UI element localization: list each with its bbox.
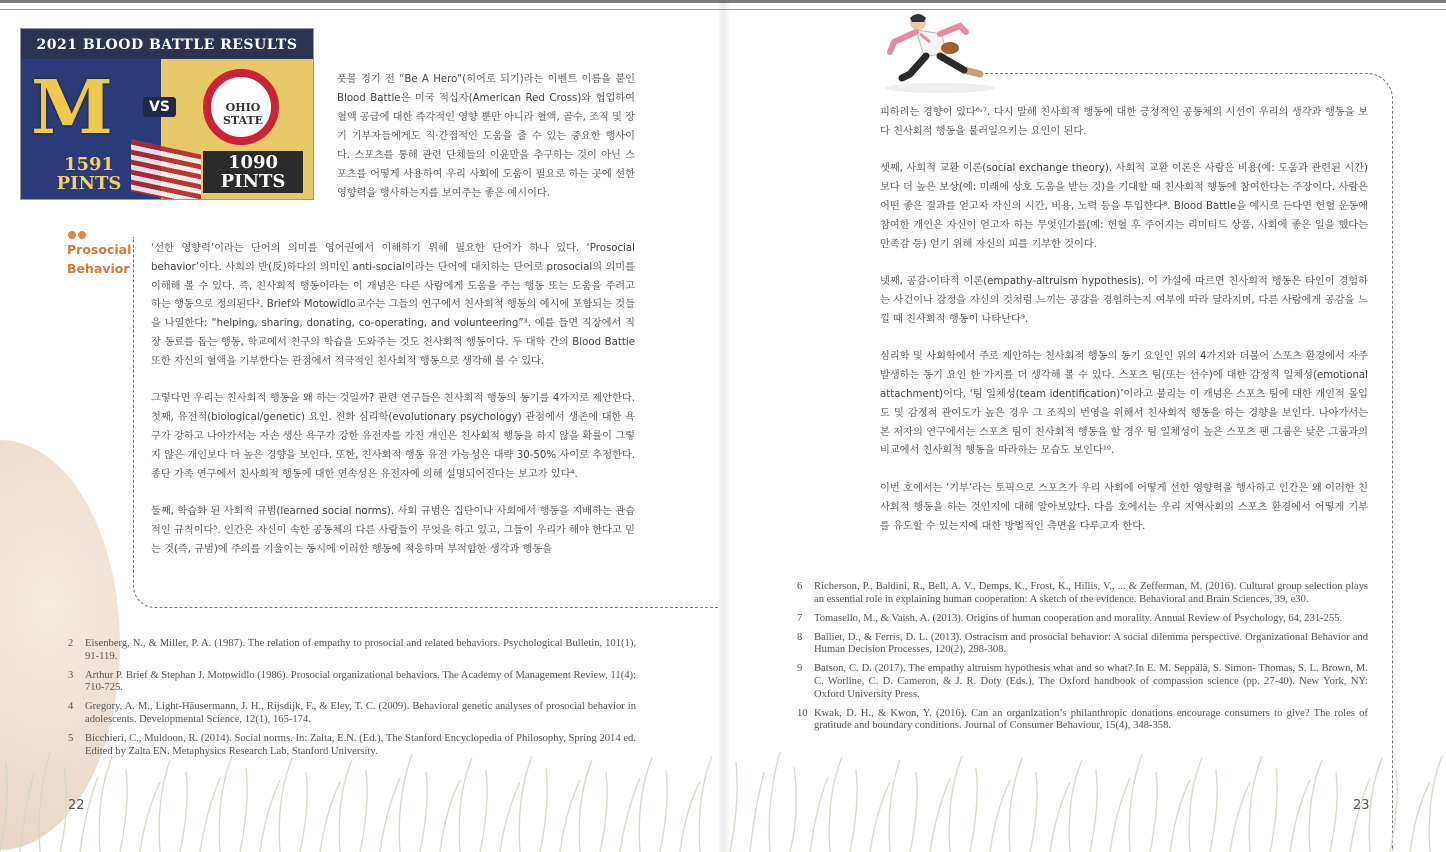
ohio-state-count: 1090 — [227, 152, 279, 173]
michigan-result — [39, 155, 139, 193]
body-paragraph: 넷째, 공감-이타적 이론(empathy-altruism hypothesis). 이 가설에 따르면 친사회적 행동은 타인이 경험하는 사건이나 감정을 자신의 것처럼 느끼는 공감을 경험하는지 여부에 따라 달라지며, 다른 사람에게 공감을 느낄 때 친사회적 행동이 나타난다⁹. — [880, 276, 1368, 325]
right-body-text — [880, 104, 1368, 555]
page-number-right: 23 — [1353, 798, 1370, 813]
section-heading-line1: Prosocial — [67, 242, 132, 257]
reference-item: 7 Tomasello, M., & Vaish, A. (2013). Origins of human cooperation and morality. Annual Review of Psychology, 64, 231-255. — [797, 612, 1343, 624]
reference-item: 3 Arthur P. Brief & Stephan J. Motowidlo (1986). Prosocial organizational behaviors. The Academy of Management Review, 11(4): 710-725. — [68, 669, 636, 694]
michigan-unit: PINTS — [56, 173, 122, 194]
michigan-count: 1591 — [63, 154, 115, 175]
reference-item: 2 Eisenberg, N., & Miller, P. A. (1987). The relation of empathy to prosocial and related behaviors. Psychological Bulletin, 101(1), 91-119. — [68, 638, 636, 662]
football-player-illustration — [880, 12, 1000, 94]
body-paragraph: 피하려는 경향이 있다⁶˒⁷. 다시 말해 친사회적 행동에 대한 긍정적인 공동체의 시선이 우리의 생각과 행동을 보다 친사회적 행동을 불러일으키는 요인이 된다. — [880, 107, 1368, 137]
reference-item: 10 Kwak, D. H., & Kwon, Y. (2016). Can an organization’s philanthropic donations encourage consumers to give? The roles of gratitude and boundary conditions. Journal of Consumer Behaviour, 15(4), 348-358. — [797, 707, 1368, 732]
section-heading-line2: Behavior — [67, 261, 130, 276]
reference-item: 8 Balliet, D., & Ferris, D. L. (2013). Ostracism and prosocial behavior: A social dilemma perspective. Organizational Behavior and Human Decision Processes, 120(2), 298-308. — [797, 631, 1368, 656]
body-paragraph: 그렇다면 우리는 친사회적 행동을 왜 하는 것일까? 관련 연구들은 친사회적 행동의 동기를 4가지로 제안한다. 첫째, 유전적(biological/genetic) 요인. 진화 심리학(evolutionary psychology) 관점에서 생존에 대한 욕구가 강하고 나아가서는 자손 생산 욕구가 강한 유전자를 가진 개인은 친사회적 행동을 하지 않을 확률이 그렇지 않은 개인보다 더 높은 경향을 보인다. 또한, 친사회적 행동 유전 가능성은 대략 30-50% 사이로 추정한다. 종단 가족 연구에서 친사회적 행동에 대한 연속성은 유전자에 의해 설명되어진다는 보고가 있다⁴. — [151, 393, 635, 480]
body-paragraph: 이번 호에서는 ‘기부’라는 토픽으로 스포츠가 우리 사회에 어떻게 선한 영향력을 행사하고 인간은 왜 이러한 친사회적 행동을 하는 것인지에 대해 알아보았다. 다음 호에서는 우리 지역사회의 스포츠 환경에서 어떻게 기부를 유도할 수 있는지에 대한 방법적인 측면을 다루고자 한다. — [880, 482, 1368, 532]
references-right — [797, 581, 1368, 739]
ohio-state-unit: PINTS — [220, 171, 286, 192]
ohio-state-logo-text: OHIO STATE — [222, 101, 264, 127]
blood-battle-photo — [20, 28, 314, 200]
section-heading — [67, 240, 131, 278]
ohio-state-result — [203, 151, 303, 193]
grass-decoration — [0, 742, 1446, 852]
body-paragraph: ‘선한 영향력’이라는 단어의 의미를 영어권에서 이해하기 위해 필요한 단어가 하나 있다. ‘Prosocial behavior’이다. 사회의 반(反)하다의 의미인 anti-social이라는 단어에 대치하는 단어로 prosocial의 의미를 이해해 볼 수 있다. 즉, 친사회적 행동이라는 이 개념은 다른 사람에게 도움을 주는 행동 또는 도움을 주려고 하는 행동으로 정의된다². Brief와 Motowidlo교수는 그들의 연구에서 친사회적 행동의 예시에 포함되는 것들을 나열한다: “helping, sharing, donating, co-operating, and volunteering”³. 예를 들면 직장에서 직장 동료를 돕는 행동, 학교에서 친구의 학습을 도와주는 것도 친사회적 행동이다. 두 대학 간의 Blood Battle 또한 자신의 혈액을 기부한다는 관점에서 적극적인 친사회적 행동으로 생각해 볼 수 있다. — [151, 243, 635, 367]
body-paragraph: 둘째, 학습화 된 사회적 규범(learned social norms). 사회 규범은 집단이나 사회에서 행동을 지배하는 관습적인 규칙이다⁵. 인간은 자신이 속한 공동체의 다른 사람들이 무엇을 하고 있고, 그들이 우리가 해야 한다고 믿는 것(즉, 규범)에 주의를 기울이는 동시에 이러한 행동에 적응하며 부적합한 생각과 행동을 — [151, 506, 635, 555]
photo-banner: 2021 BLOOD BATTLE RESULTS — [21, 29, 313, 59]
left-body-text — [151, 240, 635, 578]
reference-item: 5 Bicchieri, C., Muldoon, R. (2014). Social norms. In: Zalta, E.N. (Ed.), The Stanford Encyclopedia of Philosophy, Spring 2014 ed. Edited by Zalta EN. Metaphysics Research Lab, Stanford University. — [68, 733, 636, 757]
michigan-logo: M — [31, 65, 113, 151]
reference-item: 4 Gregory, A. M., Light-Häusermann, J. H., Rijsdijk, F., & Eley, T. C. (2009). Behavioral genetic analyses of prosocial behavior in adolescents. Developmental Science, 12(1), 165-174. — [68, 701, 636, 725]
page-gutter — [719, 0, 729, 852]
reference-item: 9 Batson, C. D. (2017). The empathy altruism hypothesis what and so what? In E. M. Seppälä, S. Simon- Thomas, S. L. Brown, M. C. Worline, C. D. Cameron, & J. R. Doty (Eds.), The Oxford handbook of compassion science (pp. 27-40). New York, NY: Oxford University Press. — [797, 663, 1368, 700]
reference-item: 6 Richerson, P., Baldini, R., Bell, A. V., Demps, K., Frost, K., Hillis, V., ... & Zefferman, M. (2016). Cultural group selection plays an essential role in explaining human cooperation: A sketch of the evidence. Behavioral and Brain Sciences, 39, e30. — [797, 581, 1368, 605]
body-paragraph: 심리학 및 사회학에서 주로 제안하는 친사회적 행동의 동기 요인인 위의 4가지와 더불어 스포츠 환경에서 자주 발생하는 동기 요인 한 가지를 더 생각해 볼 수 있다. 스포츠 팀(또는 선수)에 대한 감정적 일체성(emotional attachment)이다. ‘팀 일체성(team identification)’이라고 불리는 이 개념은 스포츠 팀에 대한 개인적 몰입도 및 감정적 관여도가 높은 경우 그 조직의 번영을 위해서 친사회적 행동을 하는 경향을 보인다. 나아가서는 본 저자의 연구에서는 스포츠 팀이 친사회적 행동을 할 경우 팀 일체성이 높은 스포츠 팬 그룹은 낮은 그룹과의 비교에서 친사회적 행동을 따라하는 모습도 보인다¹⁰. — [880, 351, 1368, 457]
body-paragraph: 셋째, 사회적 교환 이론(social exchange theory). 사회적 교환 이론은 사람은 비용(예: 도움과 관련된 시간)보다 더 높은 보상(예: 미래에 상호 도움을 받는 것)을 기대할 때 친사회적 행동에 참여한다는 주장이다. 사람은 어떤 좋은 결과를 얻고자 자신의 시간, 비용, 노력 등을 투입한다⁸. Blood Battle을 예시로 든다면 헌혈 운동에 참여한 개인은 자신이 얻고자 하는 무엇인가를(예: 헌혈 후 주어지는 리미티드 상품, 사회에 좋은 일을 했다는 만족감 등) 얻기 위해 자신의 피를 기부한 것이다. — [880, 163, 1368, 250]
intro-paragraph: 풋볼 경기 전 “Be A Hero”(히어로 되기)라는 이벤트 이름을 붙인 Blood Battle은 미국 적십자(American Red Cross)와 협업하여 혈액 공급에 대한 즉각적인 영향 뿐만 아니라 혈액, 골수, 조직 및 장기 기부자들에게도 직·간접적인 도움을 줄 수 있는 중요한 행사이다. 스포츠를 통해 관련 단체들의 이윤만을 추구하는 것이 아닌 스포츠를 어떻게 사용하여 우리 사회에 도움이 필요로 하는 곳에 선한 영향력을 행사하는지를 보여주는 좋은 예시이다. — [337, 74, 635, 199]
vs-label: VS — [143, 97, 176, 117]
page-number-left: 22 — [68, 798, 85, 813]
